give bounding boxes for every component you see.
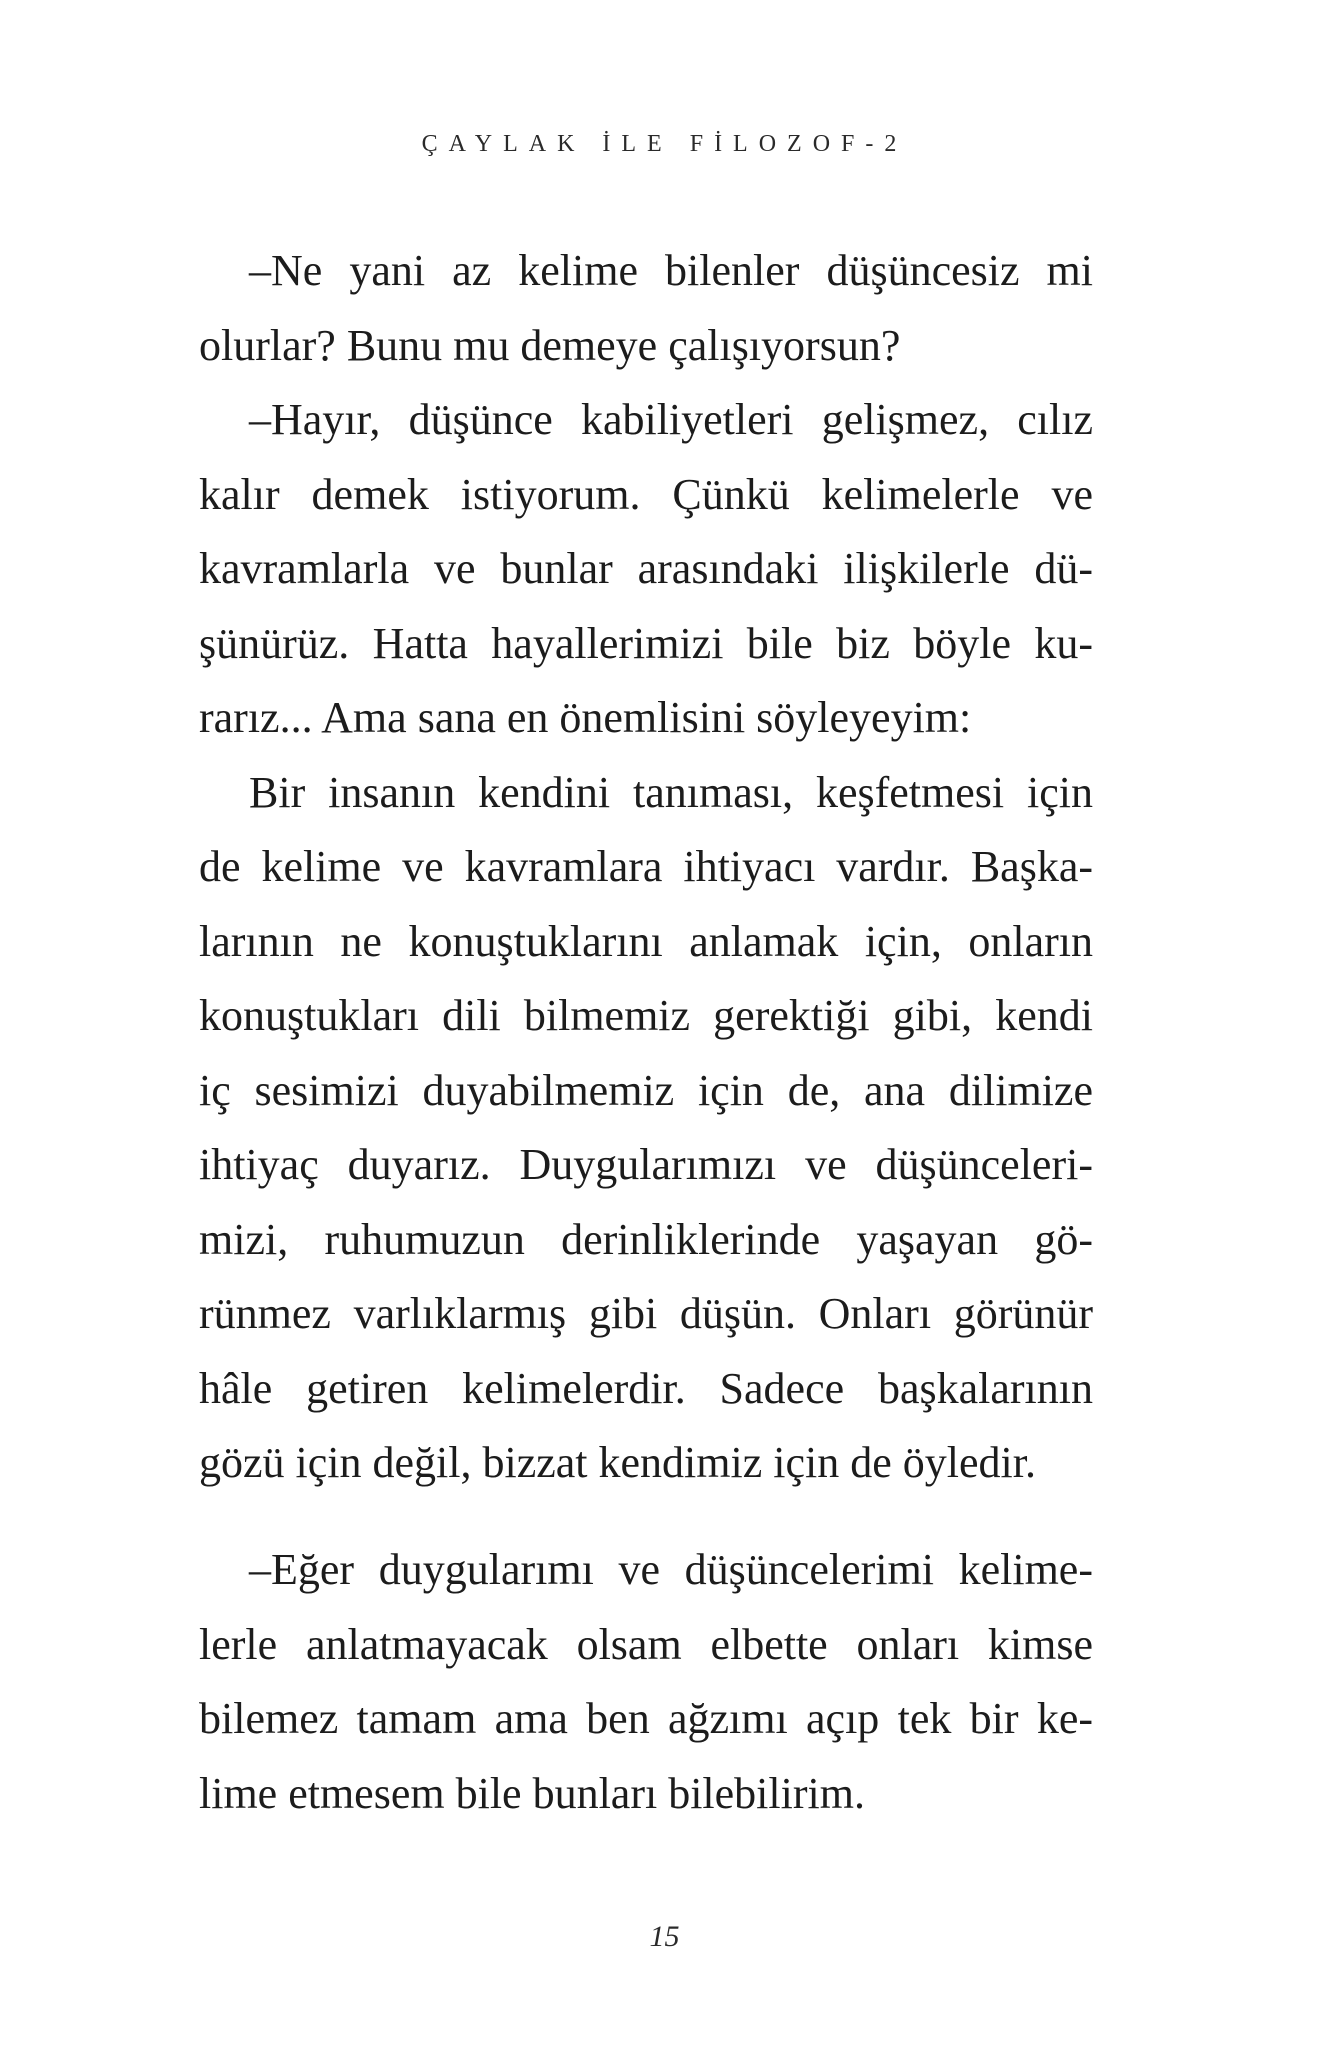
text-line: –Eğer duygularımı ve düşüncelerimi kelime- xyxy=(249,1545,1093,1594)
text-line: –Hayır, düşünce kabiliyetleri gelişmez, cılız xyxy=(249,395,1093,444)
running-head: ÇAYLAK İLE FİLOZOF-2 xyxy=(421,131,908,157)
text-line: rarız... Ama sana en önemlisini söyleyeyim: xyxy=(199,693,972,742)
text-block-second xyxy=(199,1533,1093,1831)
text-line: rünmez varlıklarmış gibi düşün. Onları görünür xyxy=(199,1289,1093,1338)
text-line: kalır demek istiyorum. Çünkü kelimelerle ve xyxy=(199,469,1093,519)
text-line: larının ne konuştuklarını anlamak için, onların xyxy=(199,916,1093,966)
text-line: de kelime ve kavramlara ihtiyacı vardır. Başka- xyxy=(199,842,1093,891)
text-block-main xyxy=(199,234,1093,1501)
text-line: lerle anlatmayacak olsam elbette onları kimse xyxy=(199,1619,1093,1669)
text-line: iç sesimizi duyabilmemiz için de, ana dilimize xyxy=(199,1065,1093,1115)
text-line: konuştukları dili bilmemiz gerektiği gibi, kendi xyxy=(199,991,1093,1040)
text-line: şünürüz. Hatta hayallerimizi bile biz böyle ku- xyxy=(199,618,1093,668)
text-line: mizi, ruhumuzun derinliklerinde yaşayan gö- xyxy=(199,1214,1093,1264)
text-line: Bir insanın kendini tanıması, keşfetmesi için xyxy=(249,767,1093,817)
text-line: gözü için değil, bizzat kendimiz için de öyledir. xyxy=(199,1438,1036,1487)
text-line: olurlar? Bunu mu demeye çalışıyorsun? xyxy=(199,320,901,370)
text-line: lime etmesem bile bunları bilebilirim. xyxy=(199,1768,865,1818)
text-line: kavramlarla ve bunlar arasındaki ilişkilerle dü- xyxy=(199,544,1093,593)
text-line: bilemez tamam ama ben ağzımı açıp tek bir ke- xyxy=(199,1694,1093,1743)
page-number: 15 xyxy=(649,1920,680,1953)
text-line: –Ne yani az kelime bilenler düşüncesiz mi xyxy=(249,246,1093,295)
text-line: ihtiyaç duyarız. Duygularımızı ve düşünceleri- xyxy=(199,1140,1093,1189)
text-line: hâle getiren kelimelerdir. Sadece başkalarının xyxy=(199,1363,1093,1413)
